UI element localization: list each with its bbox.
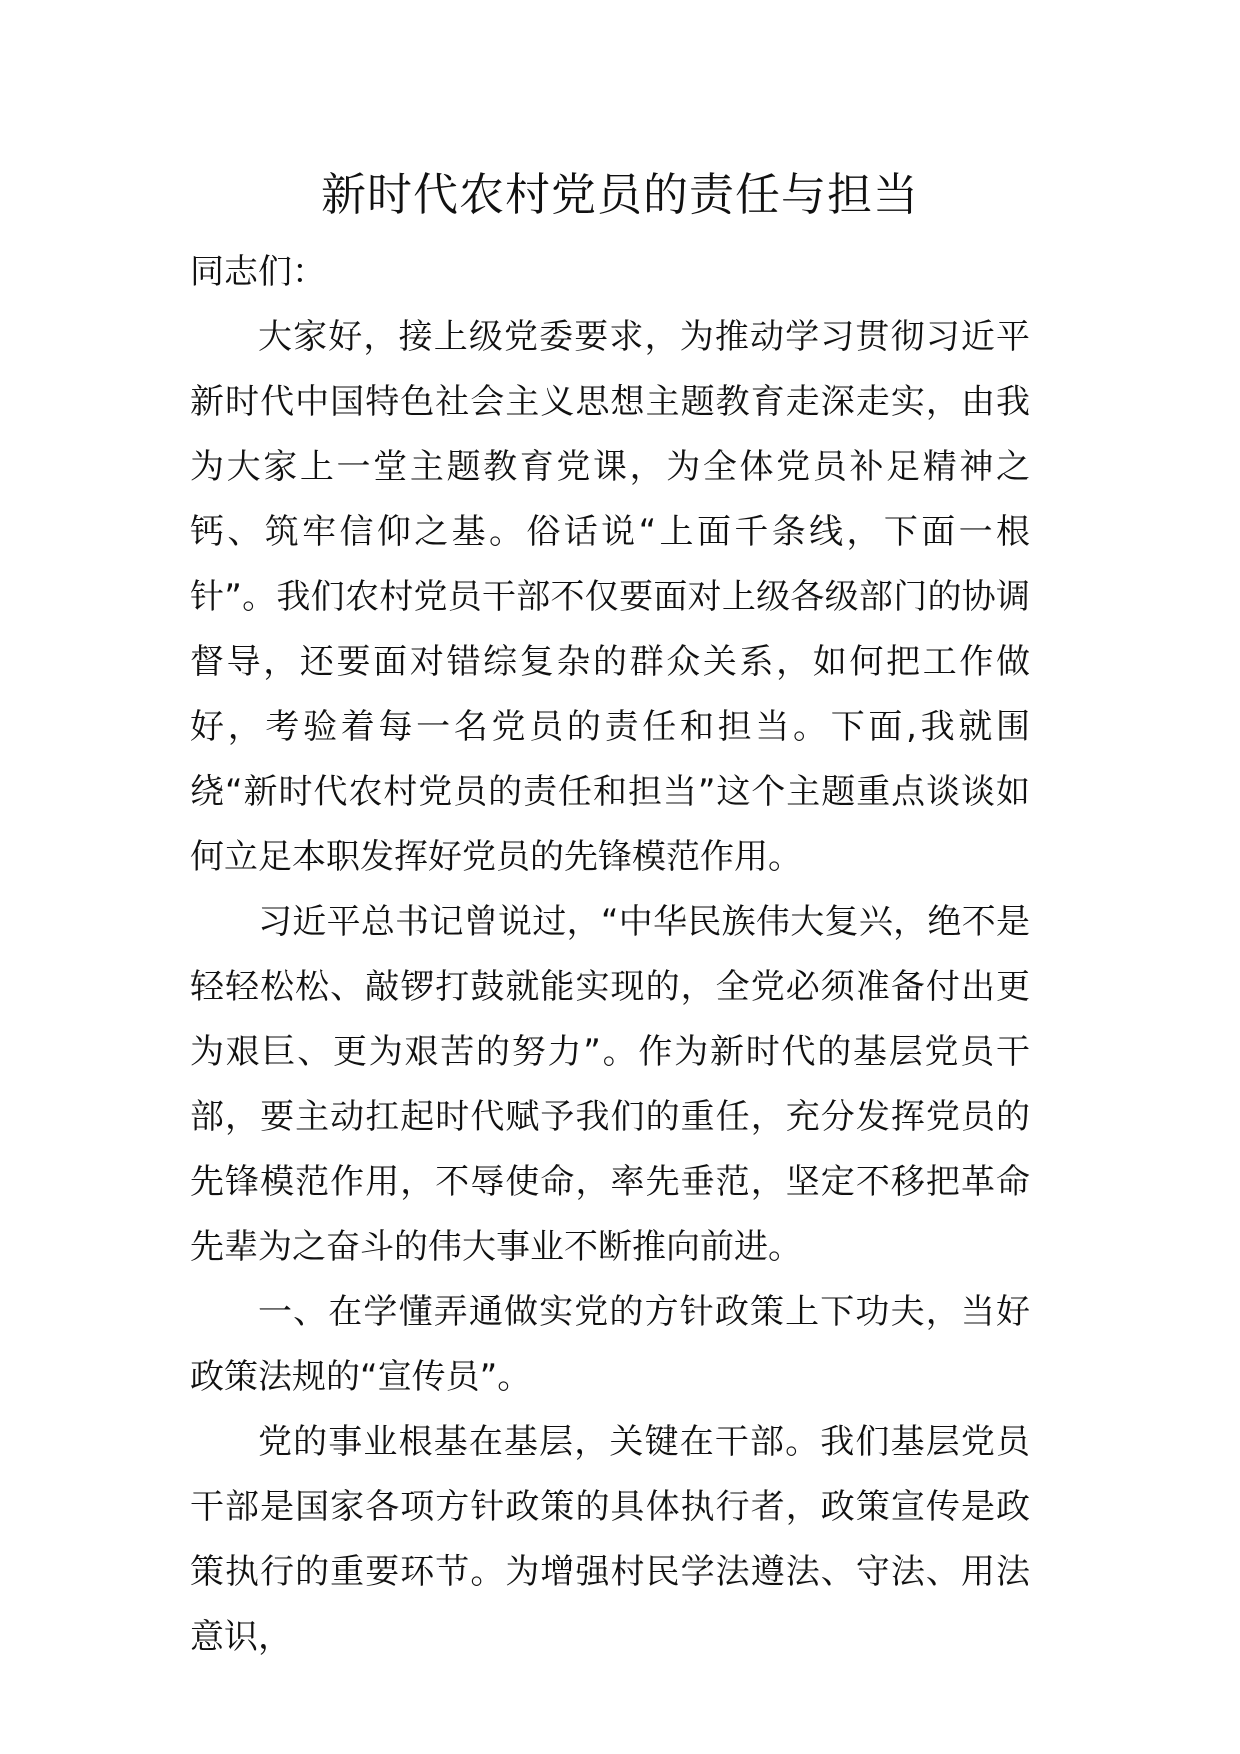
paragraph-intro: 大家好，接上级党委要求，为推动学习贯彻习近平新时代中国特色社会主义思想主题教育走深走实，由我为大家上一堂主题教育党课，为全体党员补足精神之钙、筑牢信仰之基。俗话说“上面千条线，下面一根针”。我们农村党员干部不仅要面对上级各级部门的协调督导，还要面对错综复杂的群众关系，如何把工作做好，考验着每一名党员的责任和担当。下面,我就围绕“新时代农村党员的责任和担当”这个主题重点谈谈如何立足本职发挥好党员的先锋模范作用。 (190, 317, 1030, 877)
paragraph-section-1: 党的事业根基在基层，关键在干部。我们基层党员干部是国家各项方针政策的具体执行者，政策宣传是政策执行的重要环节。为增强村民学法遵法、守法、用法意识， (190, 1422, 1030, 1657)
document-title: 新时代农村党员的责任与担当 (320, 168, 919, 221)
paragraph-quote: 习近平总书记曾说过，“中华民族伟大复兴，绝不是轻轻松松、敲锣打鼓就能实现的，全党必须准备付出更为艰巨、更为艰苦的努力”。作为新时代的基层党员干部，要主动扛起时代赋予我们的重任，充分发挥党员的先锋模范作用，不辱使命，率先垂范，坚定不移把革命先辈为之奋斗的伟大事业不断推向前进。 (190, 902, 1030, 1267)
section-heading-1: 一、在学懂弄通做实党的方针政策上下功夫，当好政策法规的“宣传员”。 (190, 1292, 1030, 1397)
salutation: 同志们： (190, 252, 326, 292)
document-body (190, 240, 1030, 1670)
